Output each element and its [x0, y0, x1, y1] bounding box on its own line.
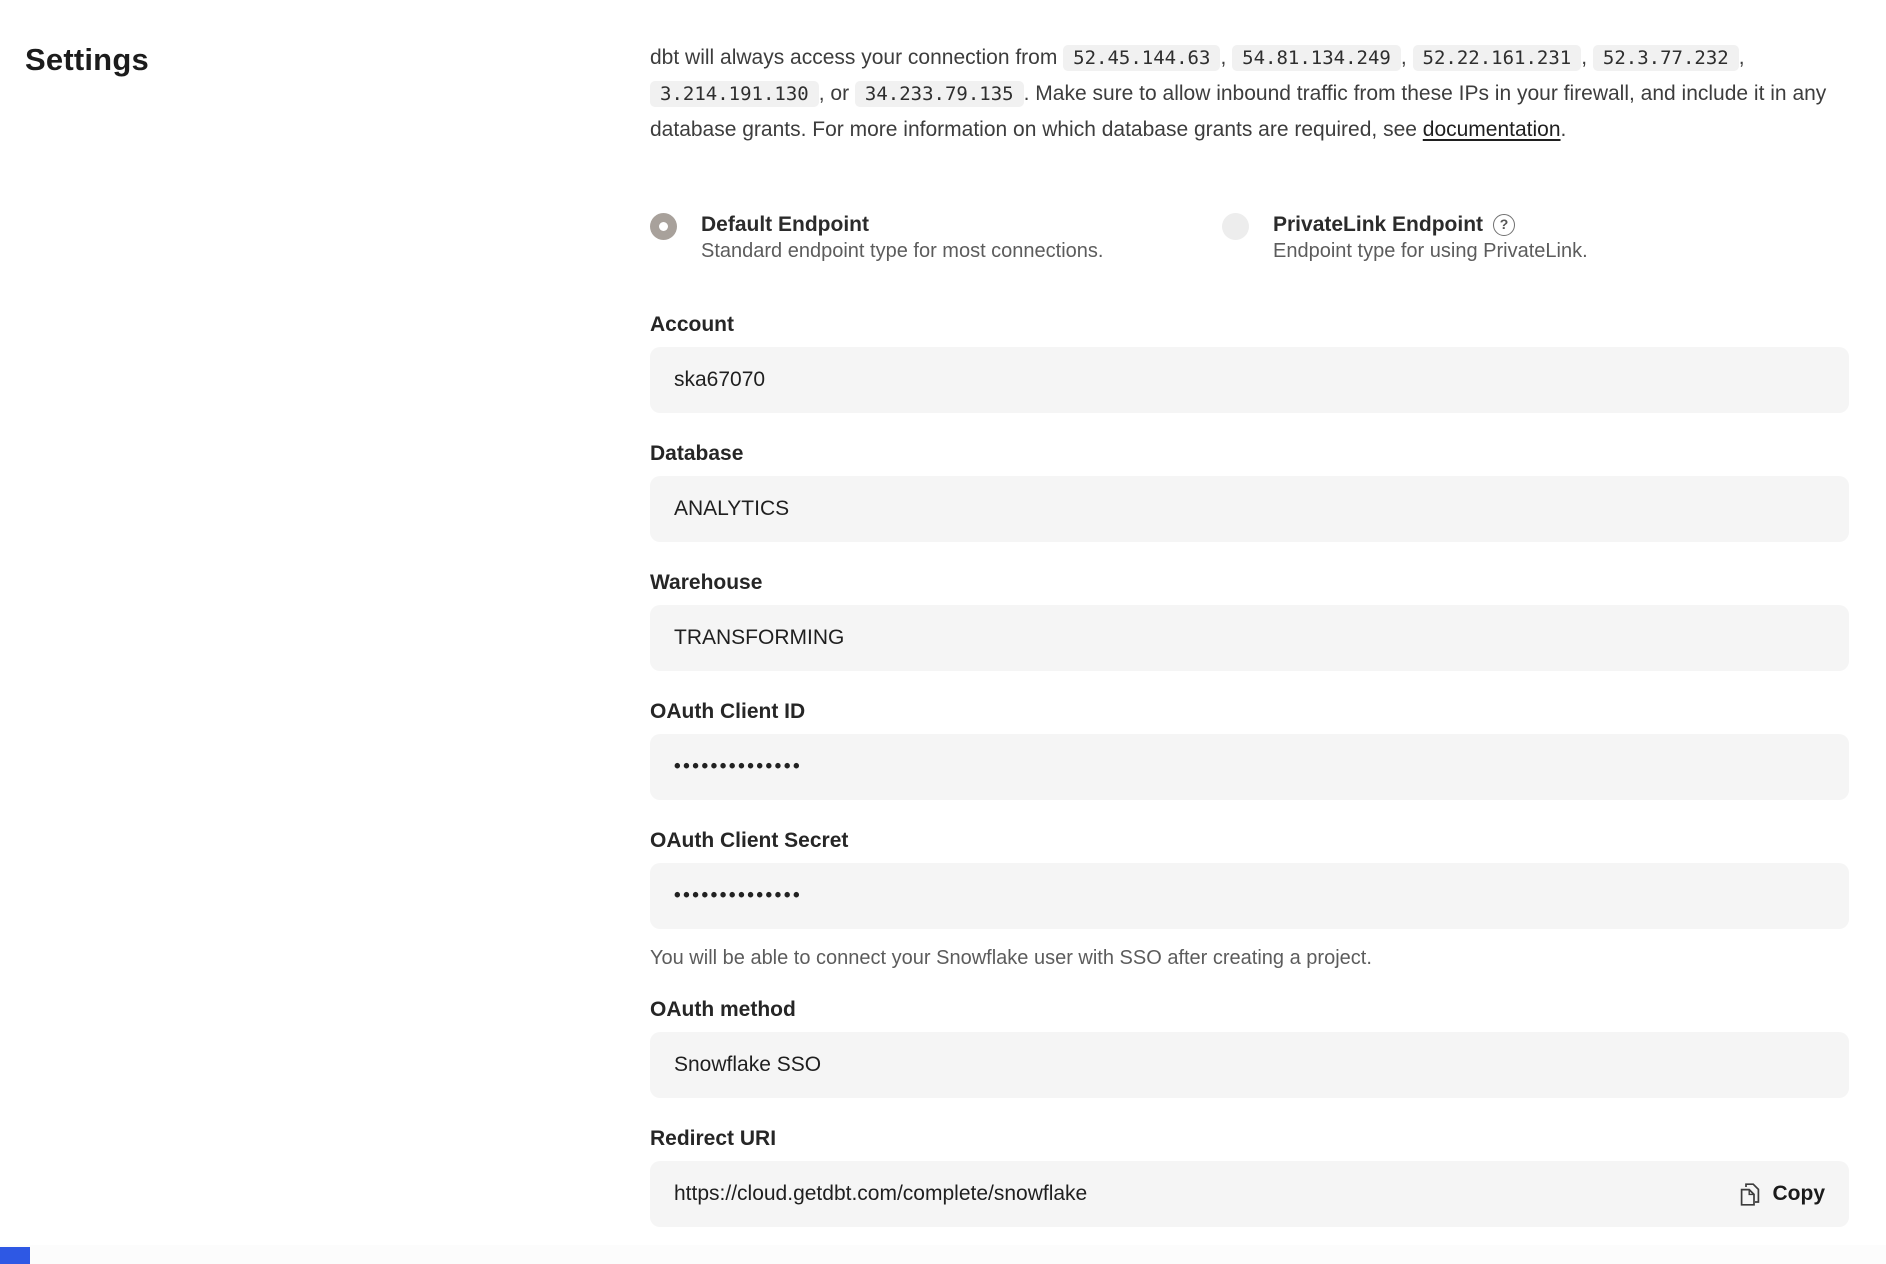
oauth-method-field-group — [650, 997, 1849, 1098]
ip-chip: 3.214.191.130 — [650, 81, 819, 107]
oauth-method-input[interactable] — [650, 1032, 1849, 1098]
radio-unselected-icon[interactable] — [1222, 213, 1249, 240]
database-field-group — [650, 441, 1849, 542]
endpoint-option-privatelink[interactable] — [1222, 211, 1588, 264]
connection-settings-panel — [650, 40, 1849, 1255]
note-lead: dbt will always access your connection from — [650, 46, 1064, 69]
separator: , — [1581, 46, 1593, 69]
separator: , — [1400, 46, 1413, 69]
connection-form — [650, 312, 1849, 1227]
warehouse-label: Warehouse — [650, 571, 763, 594]
database-input[interactable] — [650, 476, 1849, 542]
oauth-client-secret-input[interactable] — [650, 863, 1849, 929]
separator: , — [1738, 46, 1745, 69]
oauth-client-id-field-group — [650, 699, 1849, 800]
connection-ip-note — [650, 40, 1849, 147]
copy-button[interactable] — [1739, 1182, 1826, 1207]
account-input[interactable] — [650, 347, 1849, 413]
sso-note: You will be able to connect your Snowflake user with SSO after creating a project. — [650, 947, 1372, 969]
radio-selected-icon[interactable] — [650, 213, 677, 240]
redirect-uri-field-group — [650, 1126, 1849, 1227]
note-body: . Make sure to allow inbound traffic from these IPs in your firewall, and include it in any database grants. For more information on which database grants are required, see — [650, 82, 1827, 141]
endpoint-privatelink-label: PrivateLink Endpoint — [1273, 213, 1484, 236]
documentation-link[interactable]: documentation — [1422, 118, 1561, 141]
account-label: Account — [650, 313, 734, 336]
redirect-uri-label: Redirect URI — [650, 1127, 777, 1150]
redirect-uri-input[interactable] — [650, 1161, 1849, 1227]
help-icon[interactable]: ? — [1493, 214, 1515, 236]
oauth-client-id-input[interactable] — [650, 734, 1849, 800]
ip-chip: 54.81.134.249 — [1232, 45, 1401, 71]
footer-strip — [0, 1245, 1886, 1264]
ip-chip: 52.3.77.232 — [1593, 45, 1739, 71]
copy-icon — [1739, 1182, 1761, 1207]
separator: , or — [818, 82, 855, 105]
page-title: Settings — [25, 42, 149, 77]
ip-chip: 52.45.144.63 — [1063, 45, 1220, 71]
warehouse-field-group — [650, 570, 1849, 671]
ip-chip: 52.22.161.231 — [1413, 45, 1582, 71]
oauth-method-label: OAuth method — [650, 998, 796, 1021]
note-end: . — [1560, 118, 1567, 141]
warehouse-input[interactable] — [650, 605, 1849, 671]
redirect-uri-value: https://cloud.getdbt.com/complete/snowflake — [674, 1182, 1088, 1205]
endpoint-default-label: Default Endpoint — [701, 213, 869, 236]
endpoint-option-default[interactable] — [650, 211, 1222, 264]
endpoint-type-radio-group — [650, 211, 1849, 264]
bottom-left-blue-element[interactable] — [0, 1247, 30, 1264]
oauth-client-id-label: OAuth Client ID — [650, 700, 806, 723]
account-field-group — [650, 312, 1849, 413]
database-label: Database — [650, 442, 744, 465]
endpoint-default-description: Standard endpoint type for most connections. — [701, 240, 1104, 262]
ip-chip: 34.233.79.135 — [855, 81, 1024, 107]
endpoint-privatelink-description: Endpoint type for using PrivateLink. — [1273, 240, 1588, 262]
copy-button-label: Copy — [1772, 1182, 1825, 1205]
separator: , — [1220, 46, 1233, 69]
oauth-client-secret-label: OAuth Client Secret — [650, 829, 849, 852]
oauth-client-secret-field-group — [650, 828, 1849, 929]
